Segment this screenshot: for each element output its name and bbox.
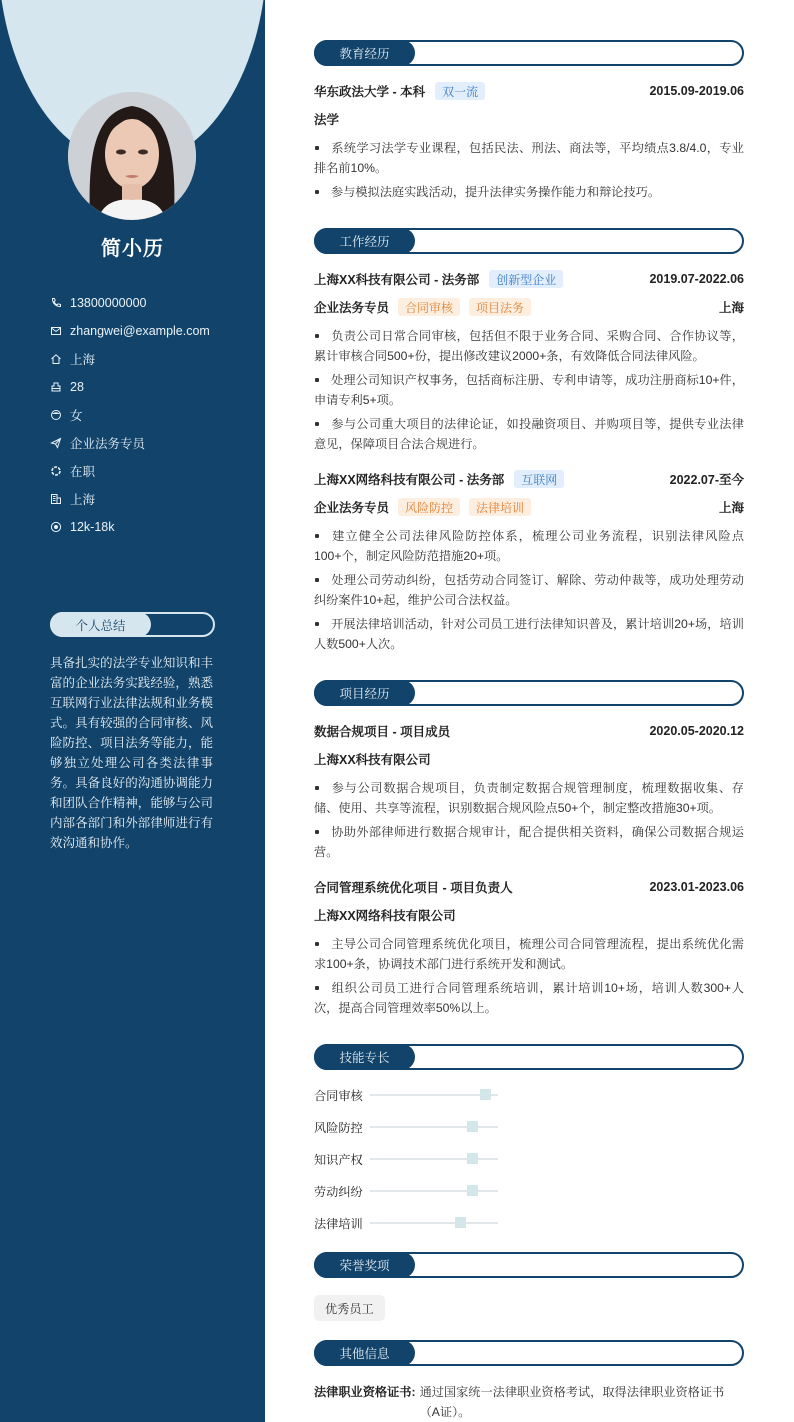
skill-level-bar [370,1126,498,1128]
work-bullets [314,526,744,658]
project-company: 上海XX科技有限公司 [314,753,431,767]
project-company-row [314,905,744,925]
skill-row [314,1117,498,1137]
info-email [50,317,250,345]
bullet-dot-icon [315,190,319,194]
role-tag: 项目法务 [469,298,531,316]
education-bullets [314,138,744,206]
role-tag: 法律培训 [469,498,531,516]
other-info-label: 法律职业资格证书: [314,1385,416,1399]
summary-section-title: 个人总结 [50,612,151,637]
skill-level-marker [467,1185,478,1196]
skill-name: 劳动纠纷 [314,1184,363,1199]
bullet-dot-icon [315,830,319,834]
info-status-text: 在职 [70,465,96,479]
skills-section-title: 技能专长 [314,1044,415,1070]
role-tag: 风险防控 [398,498,460,516]
work-bullet: 开展法律培训活动，针对公司员工进行法律知识普及，累计培训20+场，培训人数500+人次。 [314,617,744,651]
info-age [50,373,250,401]
skill-name: 知识产权 [314,1152,363,1167]
skill-level-marker [480,1089,491,1100]
skill-name: 法律培训 [314,1216,363,1231]
phone-icon [50,297,62,309]
candidate-name: 简小历 [101,238,164,260]
other-info-row [314,1382,744,1422]
bullet-dot-icon [315,622,319,626]
school-name: 华东政法大学 - 本科 [314,85,426,99]
bullet-dot-icon [315,986,319,990]
award-chip: 优秀员工 [314,1295,385,1321]
education-entry-header [314,81,744,101]
project-name: 数据合规项目 - 项目成员 [314,725,451,739]
company-tag: 创新型企业 [489,270,563,288]
mail-icon [50,325,62,337]
info-position [50,429,250,457]
project-bullets [314,934,744,1022]
skill-level-marker [467,1121,478,1132]
work-section-title: 工作经历 [314,228,415,254]
company-name: 上海XX网络科技有限公司 - 法务部 [314,473,505,487]
status-icon [50,465,62,477]
home-icon [50,353,62,365]
work-section-header [314,228,744,254]
info-city [50,485,250,513]
project-name: 合同管理系统优化项目 - 项目负责人 [314,881,513,895]
bullet-dot-icon [315,942,319,946]
contact-info-list [50,289,250,541]
bullet-dot-icon [315,578,319,582]
work-bullet: 处理公司知识产权事务，包括商标注册、专利申请等，成功注册商标10+件，申请专利5+项。 [314,373,744,407]
summary-section-header [50,612,215,637]
project-company: 上海XX网络科技有限公司 [314,909,456,923]
other-section-title: 其他信息 [314,1340,415,1366]
project-bullet: 组织公司员工进行合同管理系统培训，累计培训10+场，培训人数300+人次，提高合同管理效率50%以上。 [314,981,744,1015]
work-date: 2019.07-2022.06 [649,272,744,286]
building-icon [50,493,62,505]
work-bullet: 处理公司劳动纠纷，包括劳动合同签订、解除、劳动仲裁等，成功处理劳动纠纷案件10+起，维护公司合法权益。 [314,573,744,607]
info-gender-text: 女 [70,409,83,423]
work-role-row [314,297,744,317]
education-date: 2015.09-2019.06 [649,84,744,98]
bullet-dot-icon [315,786,319,790]
skill-name: 风险防控 [314,1120,363,1135]
project-bullet: 主导公司合同管理系统优化项目，梳理公司合同管理流程，提出系统优化需求100+条，协调技术部门进行系统开发和测试。 [314,937,744,971]
education-bullet: 系统学习法学专业课程，包括民法、刑法、商法等，平均绩点3.8/4.0，专业排名前10%。 [314,141,744,175]
bullet-dot-icon [315,534,319,538]
company-tag: 互联网 [514,470,564,488]
skill-level-bar [370,1094,498,1096]
role-tag: 合同审核 [398,298,460,316]
role-title: 企业法务专员 [314,501,390,515]
other-section-header [314,1340,744,1366]
info-salary-text: 12k-18k [70,520,115,534]
info-gender [50,401,250,429]
work-role-row [314,497,744,517]
projects-section-title: 项目经历 [314,680,415,706]
awards-section-header [314,1252,744,1278]
skill-row [314,1149,498,1169]
project-company-row [314,749,744,769]
info-phone [50,289,250,317]
work-city: 上海 [718,301,744,315]
education-section-title: 教育经历 [314,40,415,66]
info-city-text: 上海 [70,493,96,507]
project-date: 2020.05-2020.12 [649,724,744,738]
school-tag: 双一流 [435,82,485,100]
work-entry-header [314,469,744,489]
other-info-value: 通过国家统一法律职业资格考试，取得法律职业资格证书（A证）。 [419,1385,725,1419]
company-name: 上海XX科技有限公司 - 法务部 [314,273,480,287]
projects-section-header [314,680,744,706]
work-bullet: 负责公司日常合同审核，包括但不限于业务合同、采购合同、合作协议等，累计审核合同500+份，提出修改建议2000+条，有效降低合同法律风险。 [314,329,744,363]
bullet-dot-icon [315,378,319,382]
info-salary [50,513,250,541]
skill-level-bar [370,1190,498,1192]
work-bullet: 参与公司重大项目的法律论证，如投融资项目、并购项目等，提供专业法律意见，保障项目合法合规进行。 [314,417,744,451]
role-title: 企业法务专员 [314,301,390,315]
education-bullet: 参与模拟法庭实践活动，提升法律实务操作能力和辩论技巧。 [314,182,744,202]
info-age-text: 28 [70,380,84,394]
bullet-dot-icon [315,422,319,426]
avatar [68,92,196,220]
info-phone-text: 13800000000 [70,296,147,310]
skill-name: 合同审核 [314,1088,363,1103]
skill-level-marker [455,1217,466,1228]
info-status [50,457,250,485]
work-bullet: 建立健全公司法律风险防控体系，梳理公司业务流程，识别法律风险点100+个，制定风险防范措施20+项。 [314,529,744,563]
work-entry-header [314,269,744,289]
work-bullets [314,326,744,458]
send-icon [50,437,62,449]
bullet-dot-icon [315,334,319,338]
project-bullets [314,778,744,866]
info-location [50,345,250,373]
project-bullet: 协助外部律师进行数据合规审计，配合提供相关资料，确保公司数据合规运营。 [314,825,744,859]
info-email-text: zhangwei@example.com [70,324,210,338]
major: 法学 [314,113,340,127]
skill-level-bar [370,1222,498,1224]
skill-level-marker [467,1153,478,1164]
project-bullet: 参与公司数据合规项目，负责制定数据合规管理制度，梳理数据收集、存储、使用、共享等流程，识别数据合规风险点50+个，制定整改措施30+项。 [314,781,744,815]
skill-row [314,1085,498,1105]
skills-section-header [314,1044,744,1070]
age-icon [50,381,62,393]
skill-row [314,1213,498,1233]
info-position-text: 企业法务专员 [70,437,146,451]
project-entry-header [314,721,744,741]
bullet-dot-icon [315,146,319,150]
avatar-photo [68,92,196,220]
info-location-text: 上海 [70,353,96,367]
summary-text: 具备扎实的法学专业知识和丰富的企业法务实践经验，熟悉互联网行业法律法规和业务模式。具有较强的合同审核、风险防控、项目法务等能力，能够独立处理公司各类法律事务。具备良好的沟通协调能力和团队合作精神，能够与公司内部各部门和外部律师进行有效沟通和协作。 [50,656,213,850]
gender-icon [50,409,62,421]
project-entry-header [314,877,744,897]
project-date: 2023.01-2023.06 [649,880,744,894]
awards-section-title: 荣誉奖项 [314,1252,415,1278]
work-date: 2022.07-至今 [669,473,744,487]
education-section-header [314,40,744,66]
work-city: 上海 [718,501,744,515]
education-major-row [314,109,744,129]
skill-level-bar [370,1158,498,1160]
salary-icon [50,521,62,533]
sidebar [0,0,265,1422]
skill-row [314,1181,498,1201]
